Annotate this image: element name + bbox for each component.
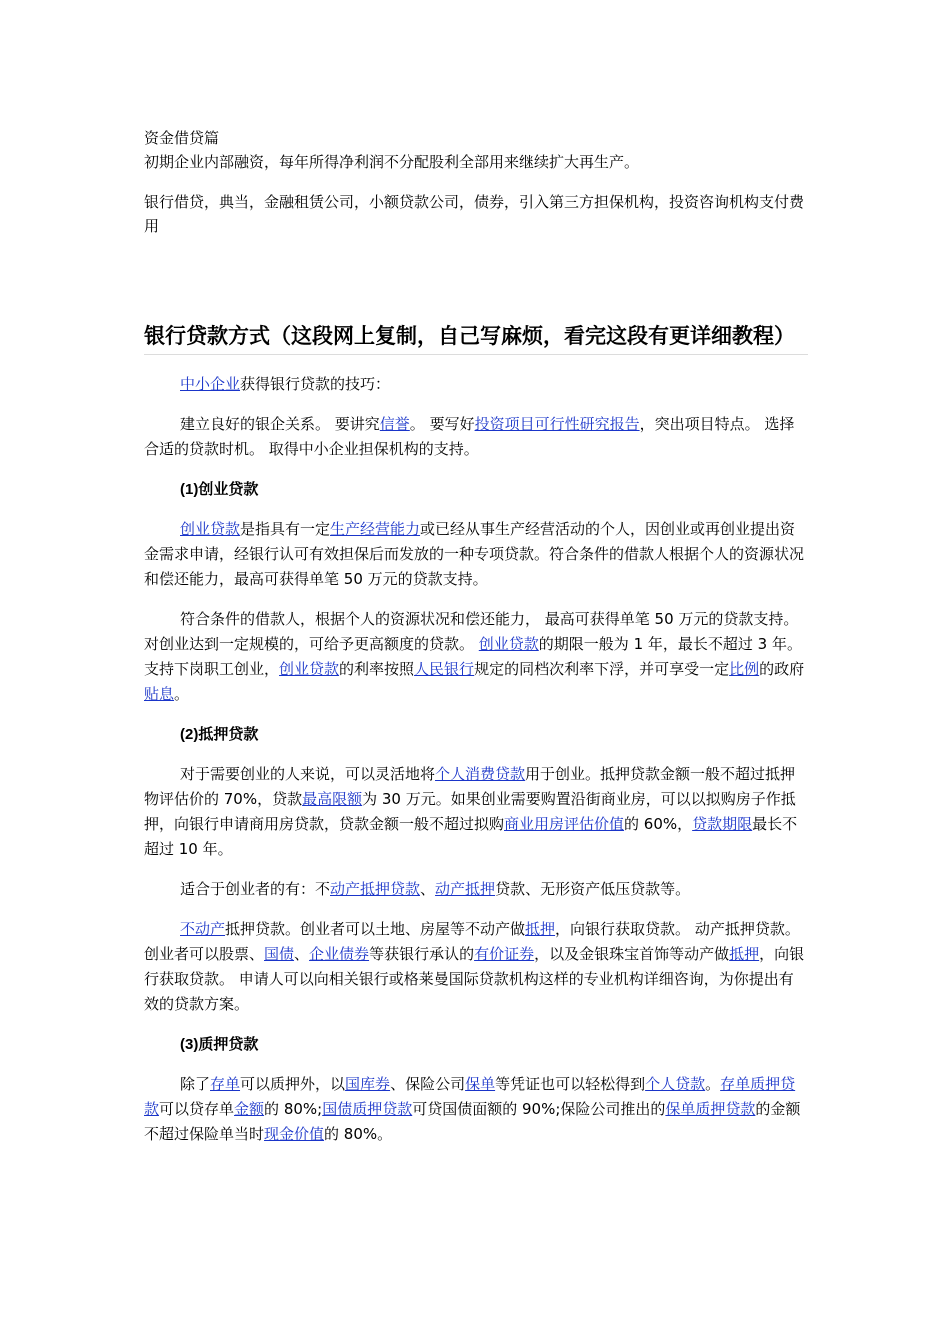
hyperlink[interactable]: 金额 — [234, 1100, 265, 1118]
text-run: 获得银行贷款的技巧： — [240, 375, 391, 393]
text-run: 可以质押外，以 — [240, 1075, 346, 1093]
hyperlink[interactable]: 存单 — [210, 1075, 241, 1093]
text-run: ，突出项目特点。 选择合适的贷款时机。 取得中小企业担保机构的支持。 — [144, 415, 795, 458]
text-run: 抵押贷款。创业者可以土地、房屋等不动产做 — [225, 920, 526, 938]
text-run: 贷款、无形资产低压贷款等。 — [495, 880, 691, 898]
paragraph-mortgage-loan-3 — [144, 917, 808, 1017]
text-run: 建立良好的银企关系。 要讲究 — [180, 415, 380, 433]
hyperlink[interactable]: 投资项目可行性研究报告 — [474, 415, 640, 433]
hyperlink[interactable]: 信誉 — [379, 415, 410, 433]
text-run: 用于创业。抵押贷款金额一般不超过抵押物评估价的 70%，贷款 — [144, 765, 796, 808]
text-run: 。 要写好 — [409, 415, 475, 433]
section-heading: 银行贷款方式（这段网上复制，自己写麻烦，看完这段有更详细教程） — [144, 322, 808, 355]
hyperlink[interactable]: 贷款期限 — [692, 815, 753, 833]
text-run: 、 — [420, 880, 436, 898]
text-run: 最长不超过 10 年。 — [144, 815, 798, 858]
text-run: 是指具有一定 — [240, 520, 331, 538]
text-run: 等凭证也可以轻松得到 — [495, 1075, 646, 1093]
text-run: 的 80%; — [264, 1100, 323, 1118]
text-run: 的 60%， — [624, 815, 693, 833]
paragraph-mortgage-loan-2 — [144, 877, 808, 902]
hyperlink[interactable]: 比例 — [729, 660, 760, 678]
hyperlink[interactable]: 动产抵押贷款 — [330, 880, 421, 898]
hyperlink[interactable]: 有价证券 — [474, 945, 535, 963]
hyperlink[interactable]: 创业贷款 — [279, 660, 340, 678]
subheading-mortgage-loan: (2)抵押贷款 — [180, 726, 259, 743]
text-run: 为 30 万元。如果创业需要购置沿街商业房，可以以拟购房子作抵押，向银行申请商用房贷款，贷款金额一般不超过拟购 — [144, 790, 796, 833]
text-run: 的政府 — [759, 660, 805, 678]
hyperlink[interactable]: 不动产 — [180, 920, 226, 938]
hyperlink[interactable]: 最高限额 — [302, 790, 363, 808]
paragraph-startup-loan-2 — [144, 607, 808, 707]
text-run: 。 — [174, 685, 190, 703]
text-run: 的 80%。 — [324, 1125, 393, 1143]
hyperlink[interactable]: 创业贷款 — [180, 520, 241, 538]
document-page — [144, 126, 808, 1147]
paragraph-pledge-loan-1 — [144, 1072, 808, 1147]
intro-line-1: 初期企业内部融资，每年所得净利润不分配股利全部用来继续扩大再生产。 — [144, 153, 640, 171]
hyperlink[interactable]: 保单质押贷款 — [665, 1100, 756, 1118]
article-body — [144, 372, 808, 1147]
hyperlink[interactable]: 个人贷款 — [645, 1075, 706, 1093]
text-run: 或已经从事生产经营活动的个人，因创业或再创业提出资金需求申请，经银行认可有效担保后而发放的一种专项贷款。符合条件的借款人根据个人的资源状况和偿还能力，最高可获得单笔 50 万元的贷款支持。 — [144, 520, 805, 588]
hyperlink[interactable]: 贴息 — [144, 685, 175, 703]
text-run: ，向银行获取贷款。 动产抵押贷款。创业者可以股票、 — [144, 920, 800, 963]
hyperlink[interactable]: 动产抵押 — [435, 880, 496, 898]
hyperlink[interactable]: 中小企业 — [180, 375, 241, 393]
hyperlink[interactable]: 企业债券 — [309, 945, 370, 963]
text-run: 可以贷存单 — [159, 1100, 235, 1118]
paragraph-tips — [144, 372, 808, 397]
hyperlink[interactable]: 创业贷款 — [478, 635, 539, 653]
text-run: 可贷国债面额的 90%;保险公司推出的 — [412, 1100, 666, 1118]
intro-line-2: 银行借贷，典当，金融租赁公司，小额贷款公司，债券，引入第三方担保机构，投资咨询机构支付费用 — [144, 193, 805, 235]
hyperlink[interactable]: 人民银行 — [414, 660, 475, 678]
text-run: 的金额不超过保险单当时 — [144, 1100, 801, 1143]
text-run: 、 — [294, 945, 310, 963]
hyperlink[interactable]: 保单 — [465, 1075, 496, 1093]
hyperlink[interactable]: 抵押 — [729, 945, 760, 963]
hyperlink[interactable]: 现金价值 — [264, 1125, 325, 1143]
text-run: 适合于创业者的有：不 — [180, 880, 331, 898]
subheading-startup-loan: (1)创业贷款 — [180, 481, 259, 498]
text-run: 对于需要创业的人来说，可以灵活地将 — [180, 765, 436, 783]
text-run: 、保险公司 — [390, 1075, 466, 1093]
hyperlink[interactable]: 生产经营能力 — [330, 520, 421, 538]
hyperlink[interactable]: 抵押 — [525, 920, 556, 938]
text-run: 规定的同档次利率下浮，并可享受一定 — [474, 660, 730, 678]
text-run: ，向银行获取贷款。 申请人可以向相关银行或格莱曼国际贷款机构这样的专业机构详细咨询，为你提出有效的贷款方案。 — [144, 945, 805, 1013]
text-run: 。 — [705, 1075, 721, 1093]
hyperlink[interactable]: 商业用房评估价值 — [504, 815, 625, 833]
text-run: 的利率按照 — [339, 660, 415, 678]
text-run: 等获银行承认的 — [369, 945, 475, 963]
hyperlink[interactable]: 个人消费贷款 — [435, 765, 526, 783]
text-run: 的期限一般为 1 年，最长不超过 3 年。 支持下岗职工创业， — [144, 635, 802, 678]
paragraph-relations — [144, 412, 808, 462]
intro-title: 资金借贷篇 — [144, 129, 220, 147]
text-run: ，以及金银珠宝首饰等动产做 — [534, 945, 730, 963]
paragraph-mortgage-loan-1 — [144, 762, 808, 862]
text-run: 除了 — [180, 1075, 211, 1093]
intro-block — [144, 126, 808, 238]
hyperlink[interactable]: 国债 — [264, 945, 295, 963]
subheading-pledge-loan: (3)质押贷款 — [180, 1036, 259, 1053]
paragraph-startup-loan-1 — [144, 517, 808, 592]
hyperlink[interactable]: 国库券 — [345, 1075, 391, 1093]
hyperlink[interactable]: 存单质押贷款 — [144, 1075, 796, 1118]
text-run: 符合条件的借款人，根据个人的资源状况和偿还能力， 最高可获得单笔 50 万元的贷款支持。 对创业达到一定规模的，可给予更高额度的贷款。 — [144, 610, 799, 653]
hyperlink[interactable]: 国债质押贷款 — [322, 1100, 413, 1118]
